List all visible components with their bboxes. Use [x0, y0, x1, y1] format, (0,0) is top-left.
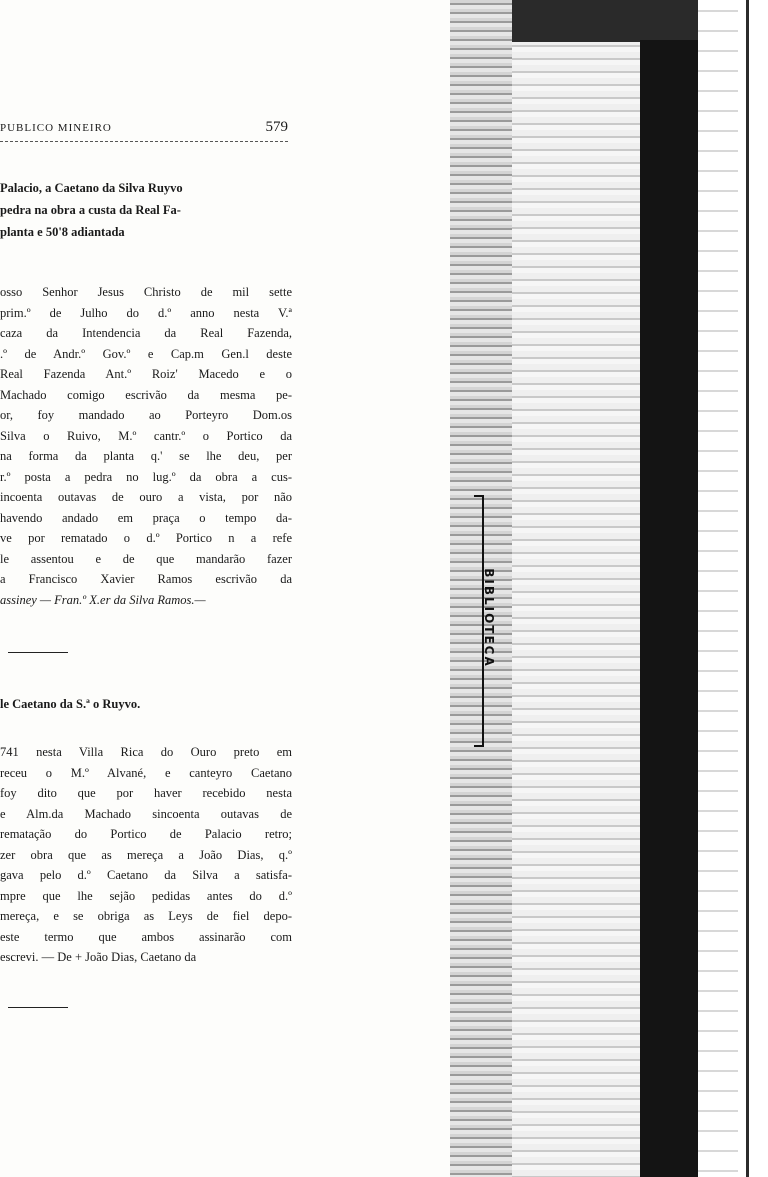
body-line: Real Fazenda Ant.º Roiz' Macedo e o: [0, 367, 292, 381]
body-line: mereça, e se obriga as Leys de fiel depo-: [0, 909, 292, 923]
margin-strip: [698, 0, 738, 1177]
body-line: incoenta outavas de ouro a vista, por não: [0, 490, 292, 504]
body-line: caza da Intendencia da Real Fazenda,: [0, 326, 292, 340]
body-line: ve por rematado o d.º Portico n a refe: [0, 531, 292, 545]
section-1-body: [0, 282, 292, 610]
section-1-heading: [0, 177, 300, 243]
body-line: e Alm.da Machado sincoenta outavas de: [0, 806, 292, 821]
section-divider: [8, 652, 68, 653]
body-line: 741 nesta Villa Rica do Ouro preto em: [0, 745, 292, 759]
body-line: osso Senhor Jesus Christo de mil sette: [0, 285, 292, 299]
body-line: prim.º de Julho do d.º anno nesta V.ª: [0, 305, 292, 320]
body-line: havendo andado em praça o tempo da-: [0, 510, 292, 525]
body-line: receu o M.º Alvané, e canteyro Caetano: [0, 765, 292, 780]
section-1-heading-line: Palacio, a Caetano da Silva Ruyvo: [0, 181, 183, 195]
section-2-body: [0, 742, 292, 968]
body-line: a Francisco Xavier Ramos escrivão da: [0, 572, 292, 586]
body-line: .º de Andr.º Gov.º e Cap.m Gen.l deste: [0, 346, 292, 361]
section-2-heading: [0, 693, 300, 715]
body-line: le assentou e de que mandarão fazer: [0, 551, 292, 566]
body-line-signature: escrevi. — De + João Dias, Caetano da: [0, 950, 197, 964]
library-stamp: BIBLIOTECA: [482, 568, 496, 668]
body-line: r.º posta a pedra no lug.º da obra a cus-: [0, 469, 292, 484]
section-divider: [8, 1007, 68, 1008]
section-1-heading-line: pedra na obra a custa da Real Fa-: [0, 203, 181, 217]
body-line: rematação do Portico de Palacio retro;: [0, 827, 292, 841]
body-line: gava pelo d.º Caetano da Silva a satisfa-: [0, 868, 292, 882]
section-1-heading-line: planta e 50'8 adiantada: [0, 225, 125, 239]
body-line: na forma da planta q.' se lhe deu, per: [0, 449, 292, 463]
body-line: or, foy mandado ao Porteyro Dom.os: [0, 408, 292, 422]
gutter-texture: [512, 0, 640, 1177]
running-head: [0, 119, 288, 136]
running-head-title: PUBLICO MINEIRO: [0, 122, 112, 134]
binding-spine: [640, 40, 698, 1177]
page-number: 579: [265, 119, 288, 135]
section-2-heading-line: le Caetano da S.ª o Ruyvo.: [0, 697, 141, 711]
scan-edge-line: [746, 0, 749, 1177]
body-line: este termo que ambos assinarão com: [0, 929, 292, 944]
header-rule: [0, 141, 288, 142]
body-line: Silva o Ruivo, M.º cantr.º o Portico da: [0, 428, 292, 443]
body-line: zer obra que as mereça a João Dias, q.º: [0, 847, 292, 862]
body-line: Machado comigo escrivão da mesma pe-: [0, 387, 292, 402]
body-line: mpre que lhe sejão pedidas antes do d.º: [0, 888, 292, 903]
book-spine-scan: [450, 0, 768, 1177]
spine-top-shadow: [512, 0, 698, 42]
body-line-signature: assiney — Fran.º X.er da Silva Ramos.—: [0, 592, 206, 607]
body-line: foy dito que por haver recebido nesta: [0, 786, 292, 800]
